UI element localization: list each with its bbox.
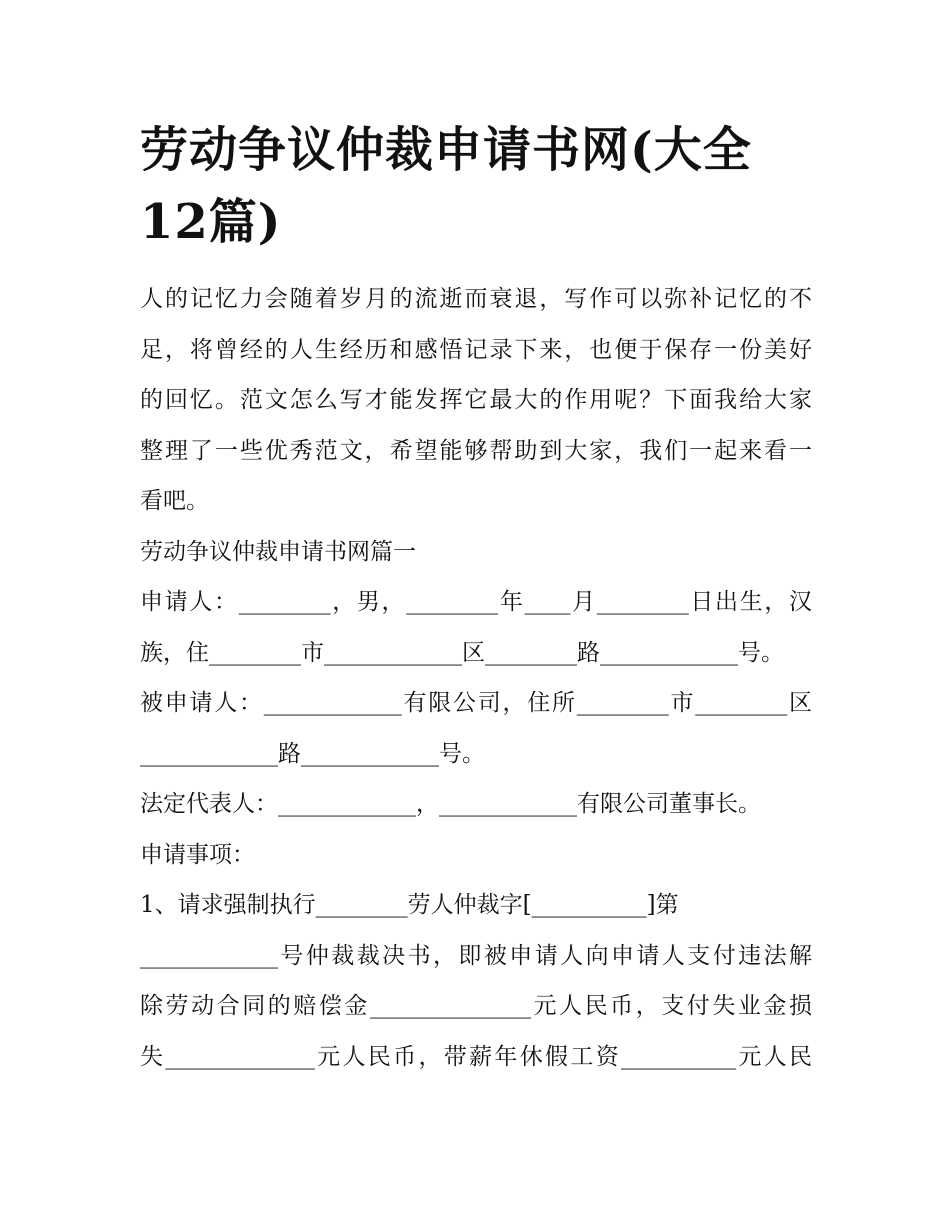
form-line-claim-1-cont: 除劳动合同的赔偿金______________元人民币，支付失业金损 [140,993,812,1019]
intro-line: 的回忆。范文怎么写才能发挥它最大的作用呢？下面我给大家 [140,387,812,413]
form-line-claims-heading: 申请事项： [140,841,255,868]
form-line-respondent: 被申请人：____________有限公司，住所________市________区 [140,690,812,716]
form-line-applicant: 申请人：________，男，________年____月________日出生，汉 [140,589,812,615]
form-line-claim-1-cont: ____________号仲裁裁决书，即被申请人向申请人支付违法解 [140,942,812,969]
form-line-claim-1: 1、请求强制执行________劳人仲裁字[__________]第 [140,892,679,918]
intro-line: 足，将曾经的人生经历和感悟记录下来，也便于保存一份美好 [140,336,812,363]
document-title: 劳动争议仲裁申请书网(大全 12篇) [140,122,752,250]
intro-line: 看吧。 [140,488,209,514]
form-line-legal-rep: 法定代表人：____________，____________有限公司董事长。 [140,791,761,817]
form-line-address: 族，住________市____________区________路____________号。 [140,639,784,666]
intro-line: 人的记忆力会随着岁月的流逝而衰退，写作可以弥补记忆的不 [140,286,812,312]
document-page [140,0,812,1082]
intro-line: 整理了一些优秀范文，希望能够帮助到大家，我们一起来看一 [140,437,812,464]
form-line-respondent-address: ____________路____________号。 [140,740,485,767]
section-heading: 劳动争议仲裁申请书网篇一 [140,538,416,565]
form-line-claim-1-cont: 失_____________元人民币，带薪年休假工资__________元人民 [140,1043,812,1070]
document-body [140,274,812,1082]
